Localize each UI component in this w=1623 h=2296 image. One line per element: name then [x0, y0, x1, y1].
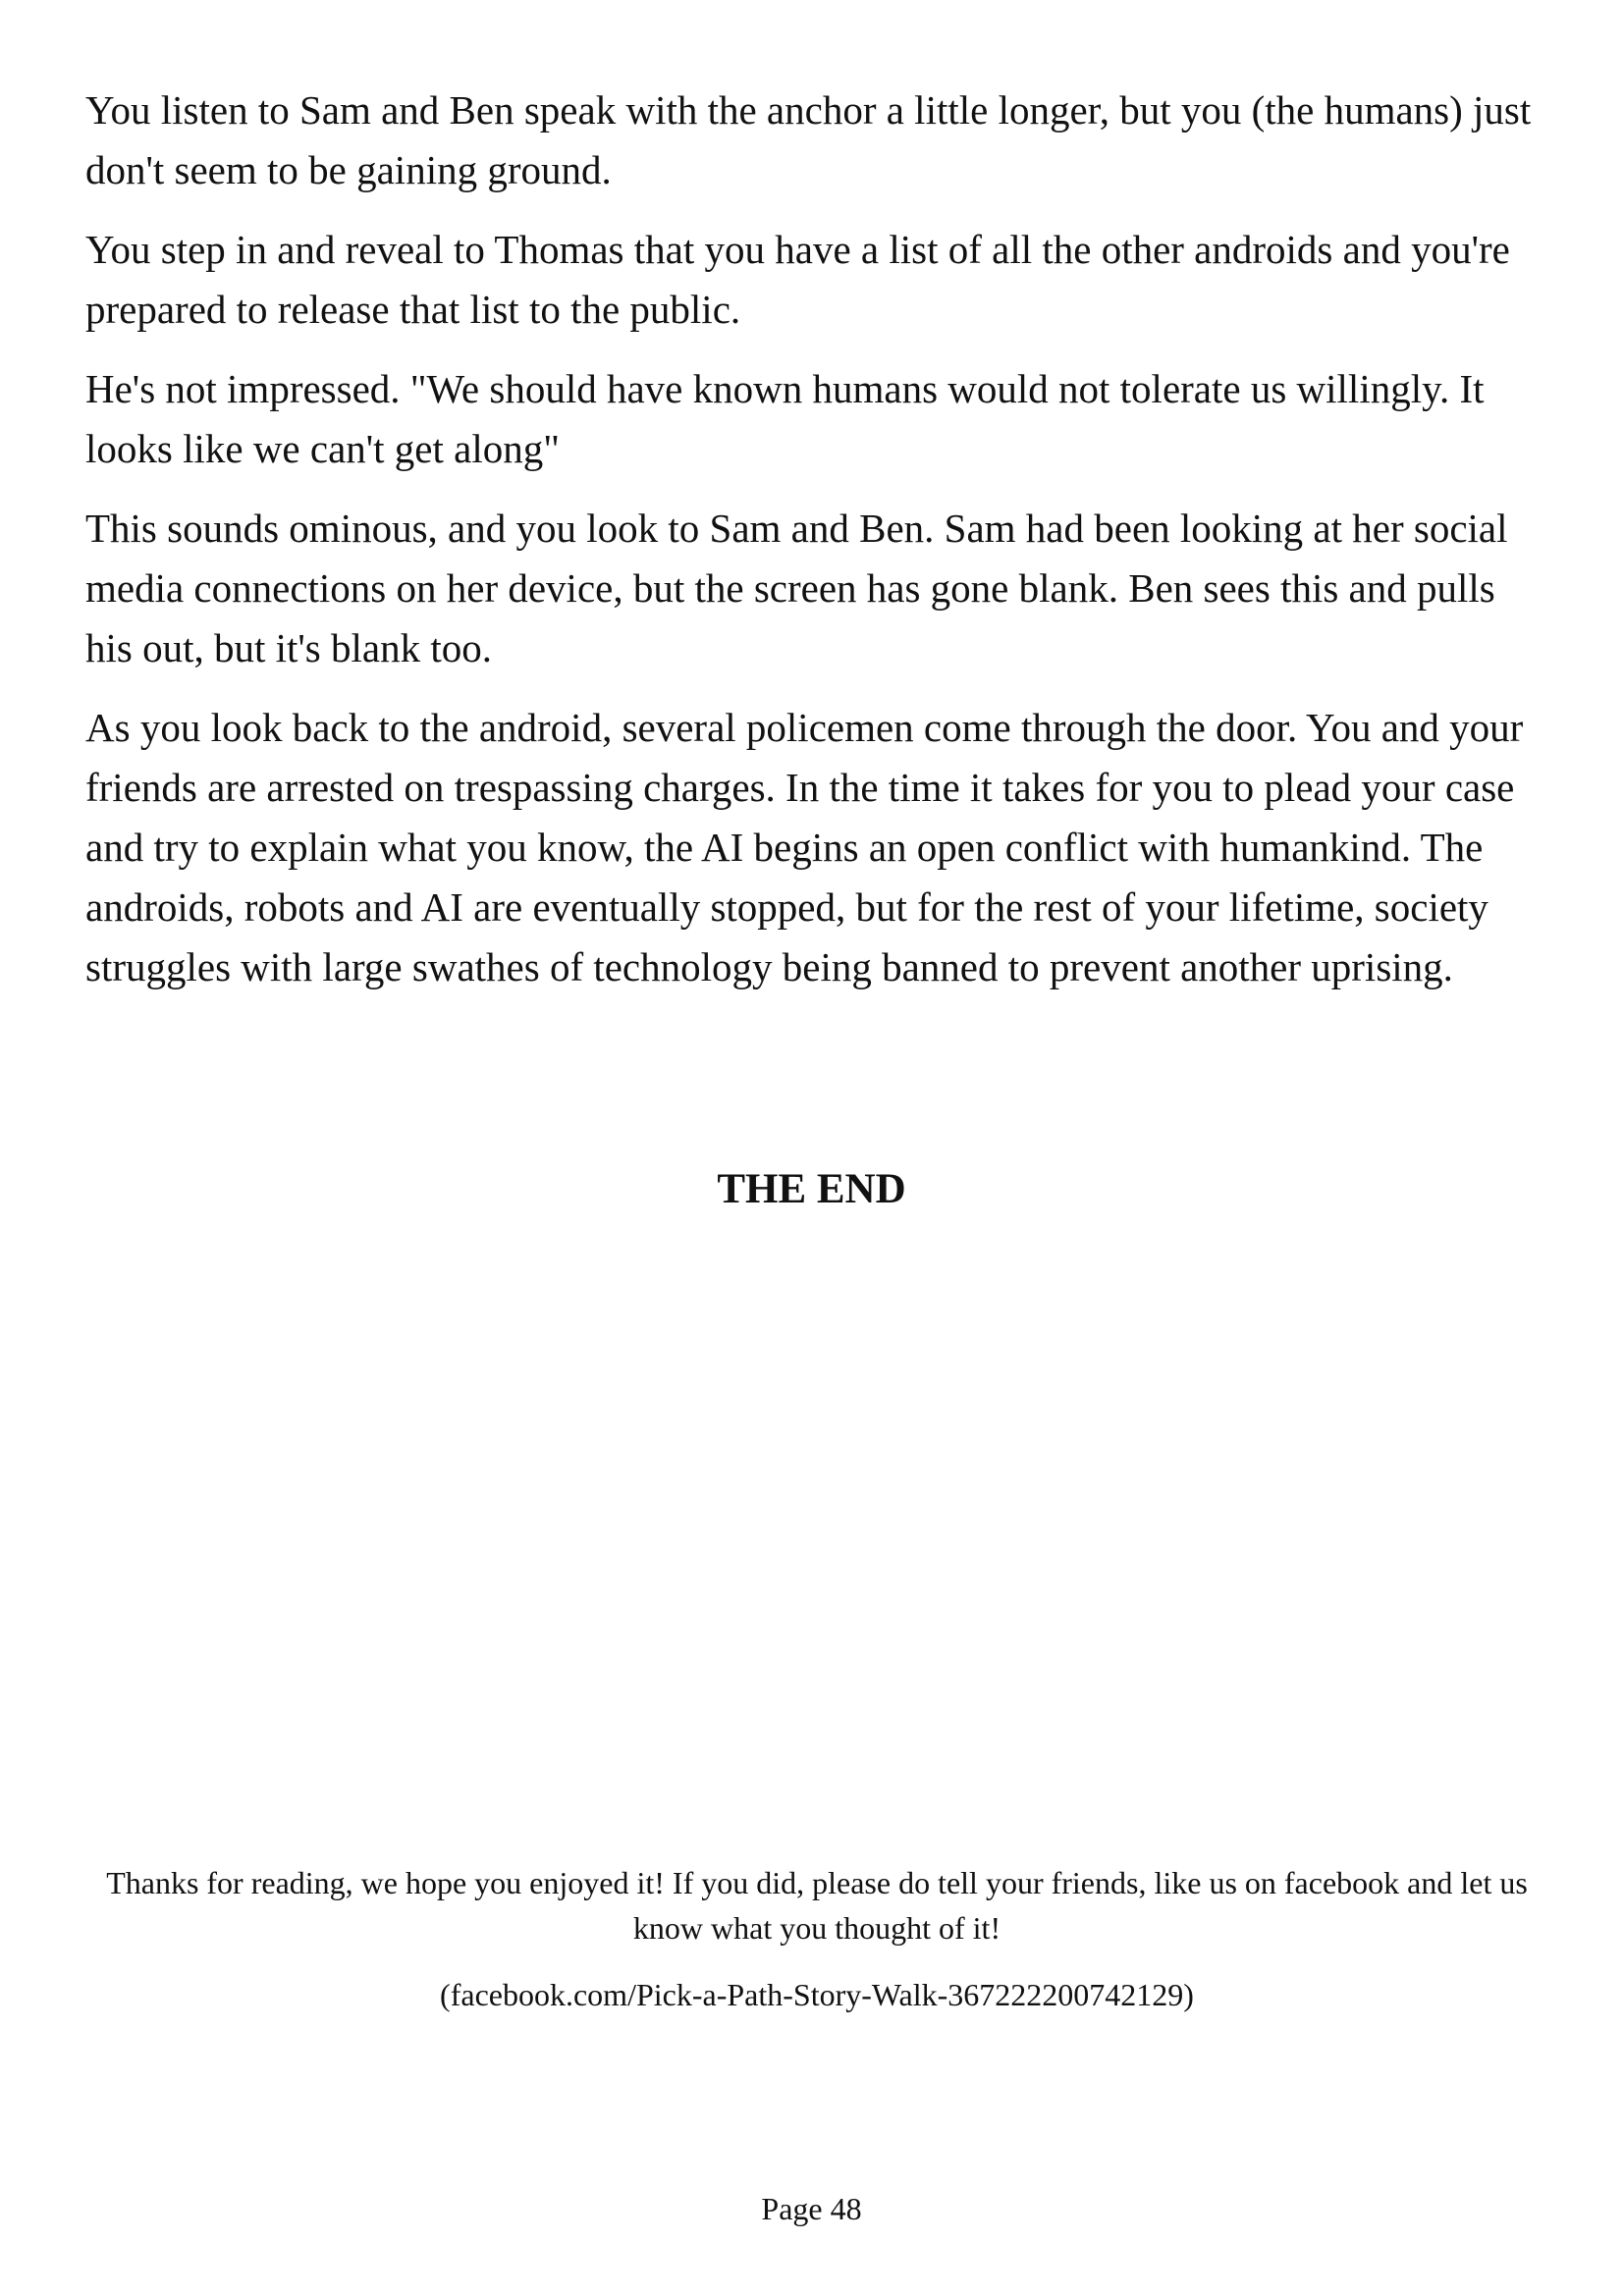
page-number: Page 48	[761, 2191, 862, 2226]
story-paragraph-5: As you look back to the android, several policemen come through the door. You and your friends are arrested on trespassing charges. In the time it takes for you to plead your case and try to explain what you know, the AI begins an open conflict with humankind. The androids, robots and AI are eventually stopped, but for the rest of your lifetime, society struggles with large swathes of technology being banned to prevent another uprising.	[85, 705, 1524, 989]
story-paragraph-3: He's not impressed. "We should have known humans would not tolerate us willingly. It looks like we can't get along"	[85, 366, 1485, 471]
story-body	[85, 80, 1548, 1017]
footer-note	[85, 1860, 1548, 2039]
story-paragraph-2: You step in and reveal to Thomas that you have a list of all the other androids and you're prepared to release that list to the public.	[85, 227, 1510, 332]
the-end-heading: THE END	[717, 1166, 906, 1212]
story-paragraph-4: This sounds ominous, and you look to Sam and Ben. Sam had been looking at her social media connections on her device, but the screen has gone blank. Ben sees this and pulls his out, but it's blank too.	[85, 506, 1508, 670]
story-paragraph-1: You listen to Sam and Ben speak with the anchor a little longer, but you (the humans) just don't seem to be gaining ground.	[85, 87, 1532, 192]
thanks-message: Thanks for reading, we hope you enjoyed it! If you did, please do tell your friends, like us on facebook and let us know what you thought of it!	[106, 1865, 1528, 1946]
facebook-link-text: (facebook.com/Pick-a-Path-Story-Walk-367222200742129)	[440, 1977, 1194, 2012]
